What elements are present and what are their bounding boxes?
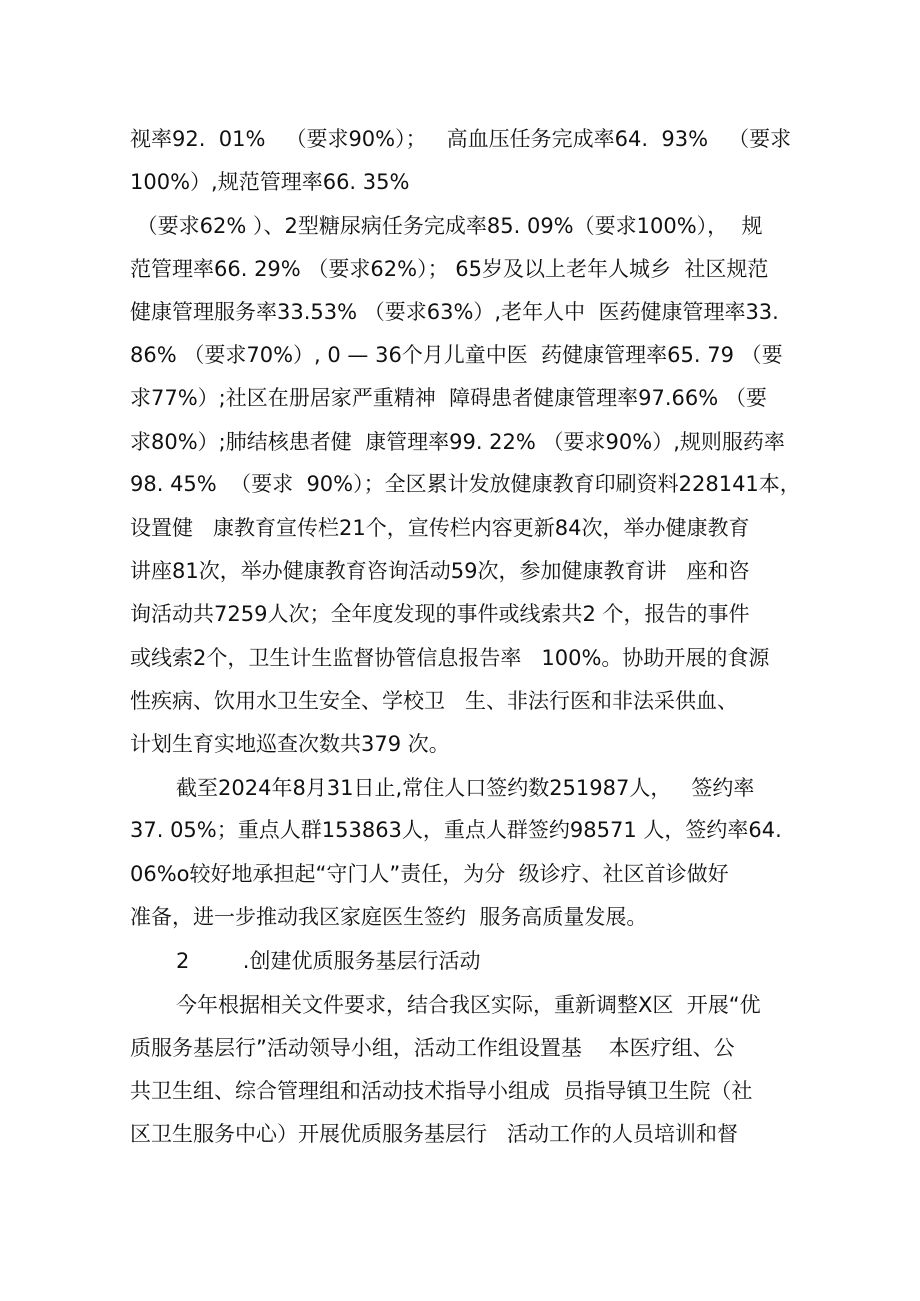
text-line: （要求62% ）、2型糖尿病任务完成率85. 09%（要求100%）， 规 <box>130 214 763 238</box>
text-line: 讲座81次，举办健康教育咨询活动59次，参加健康教育讲 座和咨 <box>130 559 750 583</box>
text-line: 视率92. 01% （要求90%）； 高血压任务完成率64. 93% （要求 <box>130 127 792 151</box>
text-line: 性疾病、饮用水卫生安全、学校卫 生、非法行医和非法采供血、 <box>130 689 739 713</box>
section-heading: 2 .创建优质服务基层行活动 <box>176 949 481 973</box>
text-line: 截至2024年8月31日止,常住人口签约数251987人， 签约率 <box>176 776 755 800</box>
text-line: 或线索2个，卫生计生监督协管信息报告率 100%。协助开展的食源 <box>130 646 770 670</box>
text-line: 求77%）;社区在册居家严重精神 障碍患者健康管理率97.66% （要 <box>130 386 767 410</box>
text-line: 质服务基层行”活动领导小组，活动工作组设置基 本医疗组、公 <box>130 1036 735 1060</box>
text-line: 共卫生组、综合管理组和活动技术指导小组成 员指导镇卫生院（社 <box>130 1079 753 1103</box>
text-line: 100%）,规范管理率66. 35% <box>130 170 410 194</box>
text-line: 范管理率66. 29% （要求62%）； 65岁及以上老年人城乡 社区规范 <box>130 257 769 281</box>
text-line: 准备，进一步推动我区家庭医生签约 服务高质量发展。 <box>130 905 648 929</box>
text-line: 区卫生服务中心）开展优质服务基层行 活动工作的人员培训和督 <box>130 1122 739 1146</box>
text-line: 06%o较好地承担起“守门人”责任，为分 级诊疗、社区首诊做好 <box>130 862 729 886</box>
text-line: 37. 05%；重点人群153863人，重点人群签约98571 人，签约率64. <box>130 818 782 842</box>
text-line: 计划生育实地巡查次数共379 次。 <box>130 732 450 756</box>
text-line: 求80%）;肺结核患者健 康管理率99. 22% （要求90%）,规则服药率 <box>130 430 785 454</box>
text-line: 询活动共7259人次；全年度发现的事件或线索共2 个，报告的事件 <box>130 602 750 626</box>
text-line: 98. 45% （要求 90%）；全区累计发放健康教育印刷资料228141本， <box>130 472 801 496</box>
text-line: 设置健 康教育宣传栏21个，宣传栏内容更新84次，举办健康教育 <box>130 516 750 540</box>
text-line: 健康管理服务率33.53% （要求63%）,老年人中 医药健康管理率33. <box>130 300 779 324</box>
text-line: 今年根据相关文件要求，结合我区实际，重新调整X区 开展“优 <box>176 993 761 1017</box>
text-line: 86% （要求70%）, 0 — 36个月儿童中医 药健康管理率65. 79 （要 <box>130 343 783 367</box>
